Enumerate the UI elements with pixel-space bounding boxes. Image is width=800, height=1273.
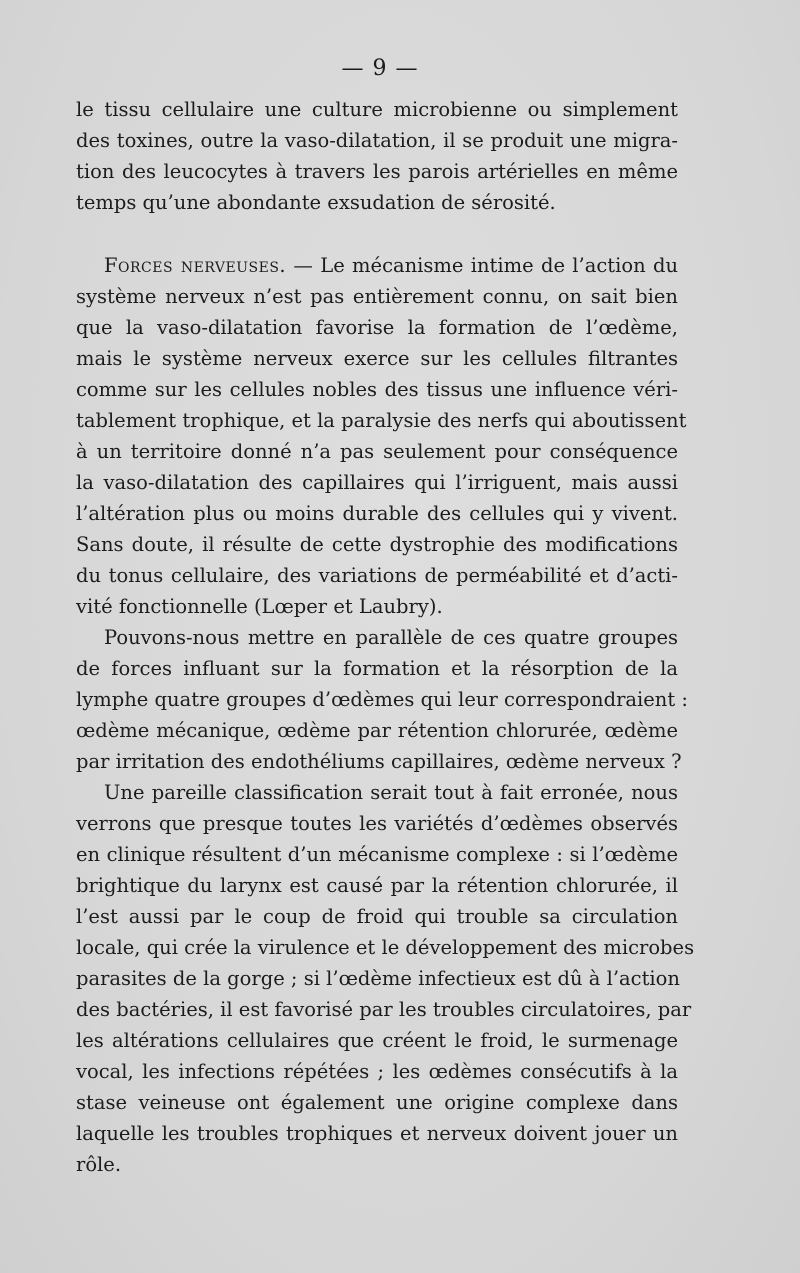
text-line: la vaso-dilatation des capillaires qui l’irriguent, mais aussi bbox=[76, 471, 678, 494]
text-line: œdème mécanique, œdème par rétention chlorurée, œdème bbox=[76, 719, 678, 742]
section-gap bbox=[76, 218, 678, 250]
text-line: du tonus cellulaire, des variations de perméabilité et d’acti- bbox=[76, 564, 678, 587]
paragraph-parallele bbox=[76, 622, 688, 777]
paragraph-classification bbox=[76, 777, 695, 1180]
text-line: stase veineuse ont également une origine complexe dans bbox=[76, 1091, 678, 1114]
text-line: brightique du larynx est causé par la rétention chlorurée, il bbox=[76, 874, 678, 897]
text-line: Une pareille classification serait tout à fait erronée, nous bbox=[104, 781, 678, 804]
text-line: vité fonctionnelle (Lœper et Laubry). bbox=[76, 595, 443, 618]
text-line: vocal, les infections répétées ; les œdèmes consécutifs à la bbox=[76, 1060, 678, 1083]
text-line: rôle. bbox=[76, 1153, 122, 1176]
paragraph-forces-nerveuses bbox=[76, 250, 687, 622]
text-line: tablement trophique, et la paralysie des nerfs qui aboutissent bbox=[76, 409, 687, 432]
heading-continuation: — Le mécanisme intime de l’action du bbox=[286, 254, 678, 277]
section-heading: Forces nerveuses. bbox=[104, 254, 287, 277]
text-line: locale, qui crée la virulence et le développement des microbes bbox=[76, 936, 695, 959]
text-line bbox=[76, 250, 678, 281]
text-line: par irritation des endothéliums capillaires, œdème nerveux ? bbox=[76, 750, 682, 773]
page-body bbox=[76, 94, 695, 1180]
text-line: que la vaso-dilatation favorise la formation de l’œdème, bbox=[76, 316, 678, 339]
text-line: verrons que presque toutes les variétés d’œdèmes observés bbox=[76, 812, 678, 835]
text-line: les altérations cellulaires que créent le froid, le surmenage bbox=[76, 1029, 678, 1052]
paragraph-continuation bbox=[76, 94, 678, 218]
text-line: lymphe quatre groupes d’œdèmes qui leur correspondraient : bbox=[76, 688, 688, 711]
text-line: tion des leucocytes à travers les parois artérielles en même bbox=[76, 160, 678, 183]
page-number: — 9 — bbox=[341, 56, 419, 81]
text-line: temps qu’une abondante exsudation de sérosité. bbox=[76, 191, 556, 214]
text-line: Sans doute, il résulte de cette dystrophie des modifications bbox=[76, 533, 678, 556]
text-line: à un territoire donné n’a pas seulement pour conséquence bbox=[76, 440, 678, 463]
text-line: laquelle les troubles trophiques et nerveux doivent jouer un bbox=[76, 1122, 678, 1145]
text-line: des bactéries, il est favorisé par les troubles circulatoires, par bbox=[76, 998, 692, 1021]
text-line: parasites de la gorge ; si l’œdème infectieux est dû à l’action bbox=[76, 967, 680, 990]
text-line: comme sur les cellules nobles des tissus une influence véri- bbox=[76, 378, 678, 401]
text-line: le tissu cellulaire une culture microbienne ou simplement bbox=[76, 98, 678, 121]
text-line: Pouvons-nous mettre en parallèle de ces quatre groupes bbox=[104, 626, 678, 649]
text-line: en clinique résultent d’un mécanisme complexe : si l’œdème bbox=[76, 843, 678, 866]
text-line: mais le système nerveux exerce sur les cellules filtrantes bbox=[76, 347, 678, 370]
text-line: l’est aussi par le coup de froid qui trouble sa circulation bbox=[76, 905, 678, 928]
text-line: des toxines, outre la vaso-dilatation, il se produit une migra- bbox=[76, 129, 678, 152]
text-line: l’altération plus ou moins durable des cellules qui y vivent. bbox=[76, 502, 678, 525]
text-line: système nerveux n’est pas entièrement connu, on sait bien bbox=[76, 285, 678, 308]
text-line: de forces influant sur la formation et la résorption de la bbox=[76, 657, 678, 680]
